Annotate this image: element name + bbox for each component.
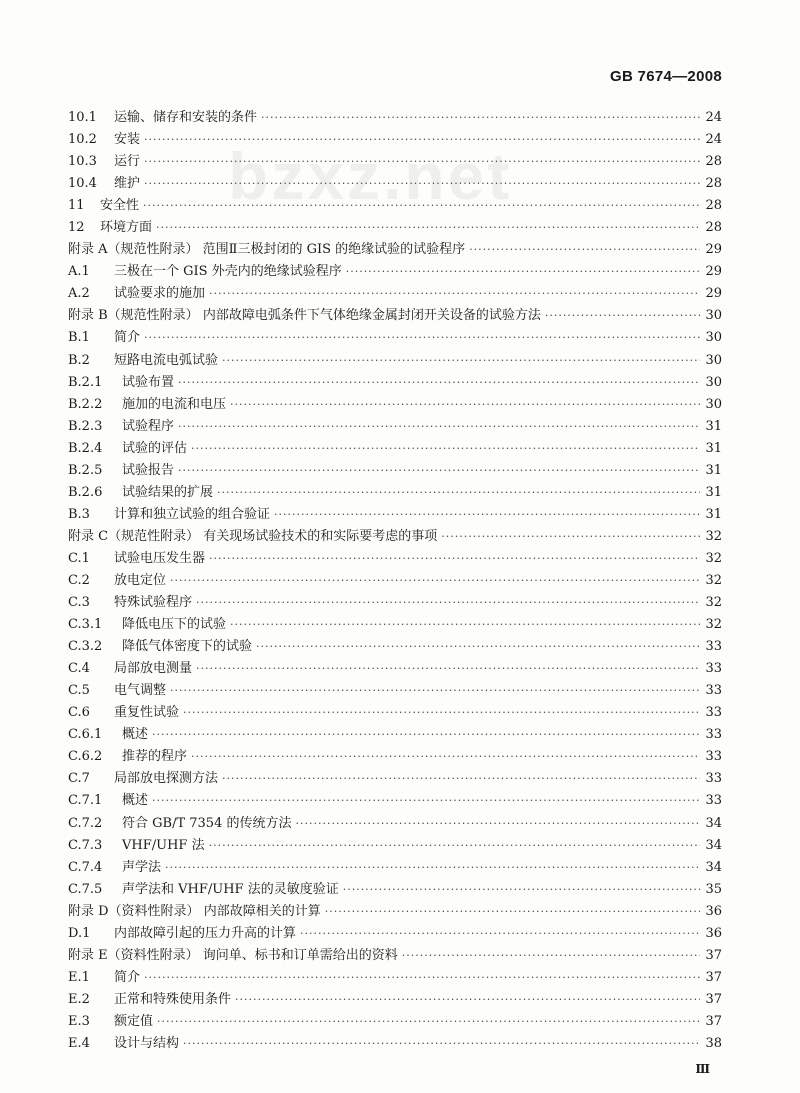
toc-leader-dots [152, 724, 700, 746]
toc-leader-dots [196, 592, 700, 614]
toc-entry-page: 29 [705, 242, 722, 258]
toc-entry-number: B.3 [68, 506, 90, 522]
toc-entry-page: 31 [705, 506, 722, 522]
toc-entry-page: 30 [705, 352, 722, 368]
toc-entry-page: 35 [705, 881, 722, 897]
toc-entry[interactable] [68, 768, 722, 790]
toc-entry-page: 29 [705, 286, 722, 302]
toc-entry-title: 环境方面 [100, 220, 153, 236]
toc-entry-page: 33 [705, 727, 722, 743]
toc-entry-title: 试验电压发生器 [114, 550, 206, 566]
toc-entry[interactable] [68, 394, 722, 416]
toc-entry[interactable] [68, 636, 722, 658]
toc-entry-title: 附录 B（规范性附录） 内部故障电弧条件下气体绝缘金属封闭开关设备的试验方法 [68, 308, 541, 324]
toc-entry-page: 33 [705, 793, 722, 809]
toc-entry-page: 28 [705, 198, 722, 214]
toc-entry[interactable] [68, 460, 722, 482]
toc-entry[interactable] [68, 173, 722, 195]
toc-entry-number: A.1 [68, 264, 90, 280]
toc-entry-page: 33 [705, 705, 722, 721]
toc-leader-dots [183, 1033, 700, 1055]
toc-entry-title: 运行 [114, 154, 141, 170]
toc-entry[interactable] [68, 261, 722, 283]
toc-leader-dots [178, 372, 700, 394]
toc-entry-page: 37 [705, 991, 722, 1007]
toc-entry-page: 32 [705, 572, 722, 588]
toc-entry-number: C.3.2 [68, 639, 103, 655]
toc-entry-page: 32 [705, 528, 722, 544]
toc-entry-title: 推荐的程序 [122, 749, 188, 765]
toc-entry-number: 10.2 [68, 132, 97, 148]
toc-leader-dots [343, 879, 700, 901]
toc-entry[interactable] [68, 217, 722, 239]
toc-entry[interactable] [68, 790, 722, 812]
toc-entry-number: B.1 [68, 330, 90, 346]
toc-leader-dots [157, 1011, 700, 1033]
toc-entry-page: 33 [705, 661, 722, 677]
toc-leader-dots [256, 636, 700, 658]
toc-leader-dots [143, 195, 700, 217]
toc-entry-page: 24 [705, 132, 722, 148]
toc-leader-dots [222, 768, 700, 790]
toc-entry-title: 运输、储存和安装的条件 [114, 110, 258, 125]
toc-entry-number: 10.1 [68, 110, 97, 125]
toc-entry[interactable] [68, 570, 722, 592]
toc-entry[interactable] [68, 702, 722, 724]
toc-entry-title: 设计与结构 [114, 1035, 180, 1051]
toc-entry-page: 31 [705, 484, 722, 500]
toc-entry-page: 28 [705, 176, 722, 192]
toc-entry[interactable] [68, 195, 722, 217]
toc-entry-title: 额定值 [114, 1013, 154, 1029]
toc-entry[interactable] [68, 835, 722, 857]
toc-entry-title: 特殊试验程序 [114, 595, 193, 611]
page-number: Ⅲ [695, 1062, 710, 1076]
toc-entry-title: 附录 E（资料性附录） 询问单、标书和订单需给出的资料 [68, 947, 398, 963]
toc-leader-dots [209, 283, 700, 305]
toc-leader-dots [230, 614, 700, 636]
toc-entry-number: B.2.6 [68, 484, 103, 500]
toc-entry-number: D.1 [68, 925, 91, 941]
toc-entry-title: 内部故障引起的压力升高的计算 [114, 925, 297, 941]
toc-entry-number: C.7.1 [68, 793, 103, 809]
toc-entry-title: 局部放电测量 [114, 661, 193, 677]
toc-entry-page: 24 [705, 110, 722, 125]
toc-entry-page: 31 [705, 462, 722, 478]
toc-entry-number: C.7.3 [68, 837, 103, 853]
toc-leader-dots [178, 460, 700, 482]
toc-entry-page: 30 [705, 396, 722, 412]
toc-leader-dots [178, 416, 700, 438]
toc-entry-title: 试验布置 [122, 374, 175, 390]
toc-entry-number: C.2 [68, 572, 90, 588]
toc-entry-number: 10.4 [68, 176, 97, 192]
toc-entry-page: 34 [705, 815, 722, 831]
toc-entry-title: 降低气体密度下的试验 [122, 639, 253, 655]
toc-entry-title: VHF/UHF 法 [122, 837, 205, 853]
toc-entry-number: C.7.4 [68, 859, 103, 875]
toc-entry-number: C.3 [68, 595, 90, 611]
toc-entry[interactable] [68, 548, 722, 570]
toc-entry-number: C.7.5 [68, 881, 103, 897]
toc-leader-dots [295, 813, 700, 835]
toc-entry[interactable] [68, 482, 722, 504]
toc-leader-dots [300, 923, 700, 945]
toc-entry-title: 正常和特殊使用条件 [114, 991, 232, 1007]
toc-entry-page: 32 [705, 617, 722, 633]
toc-entry-title: 局部放电探测方法 [114, 771, 219, 787]
toc-leader-dots [545, 305, 700, 327]
toc-entry-page: 32 [705, 550, 722, 566]
toc-entry[interactable] [68, 614, 722, 636]
toc-leader-dots [209, 835, 700, 857]
toc-entry[interactable] [68, 989, 722, 1011]
toc-entry-title: 声学法 [122, 859, 162, 875]
toc-entry[interactable] [68, 879, 722, 901]
toc-leader-dots [144, 327, 700, 349]
toc-entry[interactable] [68, 107, 722, 129]
toc-leader-dots [170, 570, 700, 592]
toc-leader-dots [144, 967, 700, 989]
toc-leader-dots [196, 658, 700, 680]
toc-entry-number: E.3 [68, 1013, 90, 1029]
toc-leader-dots [170, 680, 700, 702]
toc-entry-page: 33 [705, 771, 722, 787]
toc-entry-title: 施加的电流和电压 [122, 396, 227, 412]
toc-leader-dots [222, 350, 700, 372]
toc-entry-number: B.2.5 [68, 462, 103, 478]
toc-entry-number: E.4 [68, 1035, 90, 1051]
toc-leader-dots [325, 901, 700, 923]
toc-entry-title: 试验报告 [122, 462, 175, 478]
toc-entry[interactable] [68, 504, 722, 526]
toc-entry-number: C.6.2 [68, 749, 103, 765]
toc-entry-number: C.1 [68, 550, 90, 566]
toc-leader-dots [144, 151, 700, 173]
toc-leader-dots [209, 548, 700, 570]
toc-entry[interactable] [68, 592, 722, 614]
toc-entry[interactable] [68, 350, 722, 372]
toc-leader-dots [191, 746, 700, 768]
toc-leader-dots [152, 790, 700, 812]
toc-entry-title: 放电定位 [114, 572, 167, 588]
toc-entry-page: 30 [705, 374, 722, 390]
toc-leader-dots [441, 526, 700, 548]
toc-entry-number: A.2 [68, 286, 90, 302]
toc-entry-page: 33 [705, 639, 722, 655]
toc-entry-number: C.7.2 [68, 815, 103, 831]
toc-entry-page: 29 [705, 264, 722, 280]
toc-entry-number: C.6.1 [68, 727, 103, 743]
toc-entry-title: 降低电压下的试验 [122, 617, 227, 633]
document-code-header: GB 7674—2008 [609, 68, 722, 85]
toc-appendix-entry[interactable] [68, 305, 722, 327]
toc-entry-number: E.2 [68, 991, 90, 1007]
toc-entry[interactable] [68, 416, 722, 438]
toc-entry[interactable] [68, 658, 722, 680]
toc-entry-title: 三极在一个 GIS 外壳内的绝缘试验程序 [114, 264, 342, 280]
toc-entry-title: 附录 C（规范性附录） 有关现场试验技术的和实际要考虑的事项 [68, 528, 438, 544]
toc-entry[interactable] [68, 438, 722, 460]
toc-leader-dots [144, 173, 700, 195]
toc-entry-title: 试验要求的施加 [114, 286, 206, 302]
toc-entry-number: B.2 [68, 352, 90, 368]
toc-appendix-entry[interactable] [68, 239, 722, 261]
toc-entry-number: B.2.4 [68, 440, 103, 456]
toc-entry-number: B.2.3 [68, 418, 103, 434]
toc-entry-title: 安全性 [100, 198, 140, 214]
toc-leader-dots [183, 702, 700, 724]
toc-entry-title: 电气调整 [114, 683, 167, 699]
toc-entry[interactable] [68, 129, 722, 151]
toc-entry-title: 安装 [114, 132, 141, 148]
toc-entry-page: 37 [705, 947, 722, 963]
toc-leader-dots [346, 261, 700, 283]
toc-entry[interactable] [68, 967, 722, 989]
toc-entry-title: 简介 [114, 330, 141, 346]
toc-leader-dots [191, 438, 700, 460]
toc-entry[interactable] [68, 1011, 722, 1033]
toc-entry-page: 37 [705, 1013, 722, 1029]
toc-entry-title: 试验的评估 [122, 440, 188, 456]
toc-entry-page: 36 [705, 903, 722, 919]
toc-entry-title: 附录 D（资料性附录） 内部故障相关的计算 [68, 903, 321, 919]
toc-appendix-entry[interactable] [68, 901, 722, 923]
toc-entry-title: 重复性试验 [114, 705, 180, 721]
toc-entry-title: 声学法和 VHF/UHF 法的灵敏度验证 [122, 881, 339, 897]
toc-leader-dots [217, 482, 700, 504]
table-of-contents [68, 107, 722, 1055]
toc-entry-title: 符合 GB/T 7354 的传统方法 [122, 815, 292, 831]
toc-entry-number: 12 [68, 220, 85, 236]
toc-entry-title: 简介 [114, 969, 141, 985]
toc-entry-number: C.4 [68, 661, 90, 677]
toc-entry-title: 计算和独立试验的组合验证 [114, 506, 271, 522]
toc-entry-page: 38 [705, 1035, 722, 1051]
toc-entry[interactable] [68, 813, 722, 835]
toc-entry-page: 28 [705, 154, 722, 170]
toc-leader-dots [144, 129, 700, 151]
toc-entry-title: 试验程序 [122, 418, 175, 434]
toc-entry-title: 概述 [122, 727, 149, 743]
toc-entry-number: 10.3 [68, 154, 97, 170]
toc-leader-dots [469, 239, 700, 261]
toc-leader-dots [261, 107, 700, 129]
toc-entry-title: 试验结果的扩展 [122, 484, 214, 500]
toc-entry-page: 33 [705, 749, 722, 765]
toc-entry-page: 30 [705, 330, 722, 346]
toc-entry-number: B.2.2 [68, 396, 103, 412]
toc-entry-page: 32 [705, 595, 722, 611]
toc-entry-title: 短路电流电弧试验 [114, 352, 219, 368]
toc-entry-page: 37 [705, 969, 722, 985]
toc-entry[interactable] [68, 283, 722, 305]
toc-entry-page: 31 [705, 440, 722, 456]
toc-entry-number: C.5 [68, 683, 90, 699]
toc-entry-page: 28 [705, 220, 722, 236]
toc-entry[interactable] [68, 327, 722, 349]
toc-appendix-entry[interactable] [68, 526, 722, 548]
toc-entry[interactable] [68, 1033, 722, 1055]
toc-leader-dots [165, 857, 700, 879]
toc-entry-number: C.7 [68, 771, 90, 787]
toc-entry[interactable] [68, 724, 722, 746]
toc-entry-title: 概述 [122, 793, 149, 809]
toc-entry[interactable] [68, 857, 722, 879]
toc-entry-page: 30 [705, 308, 722, 324]
toc-entry-number: B.2.1 [68, 374, 103, 390]
toc-entry-number: 11 [68, 198, 85, 214]
toc-leader-dots [156, 217, 700, 239]
toc-entry-page: 36 [705, 925, 722, 941]
toc-leader-dots [230, 394, 700, 416]
watermark: bzxz.net [228, 139, 513, 213]
toc-entry-number: C.6 [68, 705, 90, 721]
toc-entry-page: 31 [705, 418, 722, 434]
toc-entry-page: 34 [705, 859, 722, 875]
toc-entry-number: E.1 [68, 969, 90, 985]
toc-leader-dots [274, 504, 700, 526]
toc-entry[interactable] [68, 923, 722, 945]
toc-leader-dots [235, 989, 700, 1011]
toc-entry-title: 维护 [114, 176, 141, 192]
toc-entry[interactable] [68, 680, 722, 702]
toc-entry-number: C.3.1 [68, 617, 103, 633]
toc-entry[interactable] [68, 372, 722, 394]
toc-entry-title: 附录 A（规范性附录） 范围Ⅱ三极封闭的 GIS 的绝缘试验的试验程序 [68, 242, 466, 258]
toc-appendix-entry[interactable] [68, 945, 722, 967]
toc-entry[interactable] [68, 746, 722, 768]
toc-entry[interactable] [68, 151, 722, 173]
toc-entry-page: 34 [705, 837, 722, 853]
toc-leader-dots [402, 945, 700, 967]
toc-entry-page: 33 [705, 683, 722, 699]
